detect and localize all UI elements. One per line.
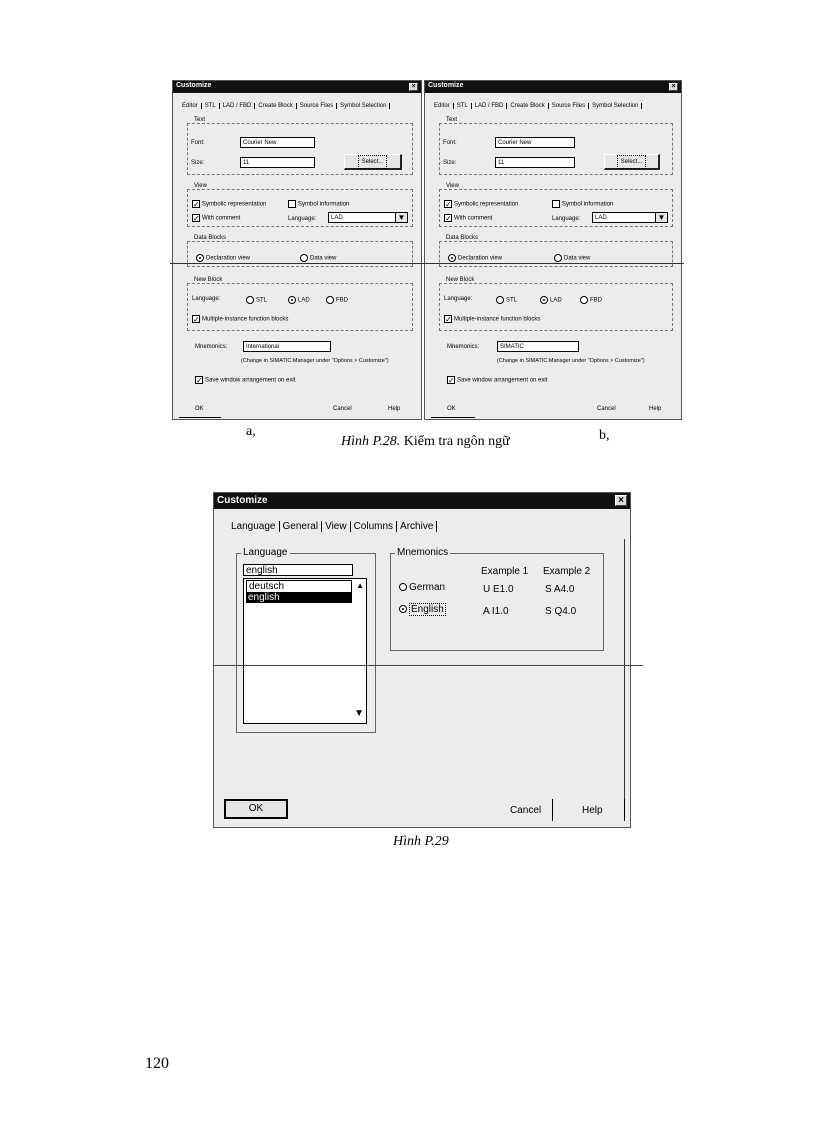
close-icon[interactable]: ×	[615, 495, 627, 506]
english-radio[interactable]: English	[399, 604, 446, 615]
radio-selected-icon	[288, 296, 296, 304]
help-button[interactable]: Help	[582, 805, 603, 816]
view-group-label: View	[446, 183, 459, 189]
symbol-information-checkbox[interactable]: Symbol information	[288, 200, 349, 208]
ok-divider	[179, 417, 221, 418]
tab-strip	[179, 103, 390, 109]
with-comment-checkbox[interactable]: ✓ With comment	[445, 214, 493, 223]
tab-source-files[interactable]: Source Files	[549, 103, 589, 109]
declaration-view-radio[interactable]: Declaration view	[196, 254, 250, 262]
data-blocks-group-label: Data Blocks	[446, 235, 479, 241]
help-button[interactable]: Help	[388, 406, 401, 412]
font-field[interactable]: Courier New	[495, 137, 575, 148]
language-combo[interactable]: LAD ▼	[592, 212, 668, 223]
page-number: 120	[145, 1055, 169, 1072]
size-label: Size:	[191, 160, 205, 166]
checkbox-empty-icon	[288, 200, 296, 208]
tab-stl[interactable]: STL	[202, 103, 220, 109]
ok-divider	[431, 417, 475, 418]
radio-selected-icon	[399, 605, 407, 613]
figure-caption-p29: Hình P.29	[393, 834, 449, 849]
text-group-label: Text	[194, 117, 206, 123]
right-edge-line	[624, 539, 625, 805]
save-window-checkbox[interactable]: ✓ Save window arrangement on exit	[448, 376, 548, 385]
title-bar	[214, 493, 630, 509]
fbd-radio[interactable]: FBD	[580, 296, 602, 304]
help-divider	[624, 799, 625, 821]
radio-selected-icon	[540, 296, 548, 304]
list-item-deutsch[interactable]: deutsch	[246, 580, 352, 593]
german-example1: U E1.0	[483, 584, 514, 595]
lad-radio[interactable]: LAD	[540, 296, 562, 304]
multiple-instance-checkbox[interactable]: ✓ Multiple-instance function blocks	[193, 315, 289, 324]
scroll-down-icon[interactable]: ▼	[354, 708, 364, 719]
view-group	[439, 183, 673, 227]
select-button[interactable]: Select...	[344, 154, 402, 170]
check-icon: ✓	[445, 214, 452, 223]
tab-create-block[interactable]: Create Block	[507, 103, 548, 109]
lad-radio[interactable]: LAD	[288, 296, 310, 304]
symbolic-representation-checkbox[interactable]: ✓ Symbolic representation	[445, 200, 519, 209]
checkbox-empty-icon	[552, 200, 560, 208]
radio-icon	[399, 583, 407, 591]
tab-columns[interactable]: Columns	[351, 521, 397, 532]
mnemonics-label: Mnemonics:	[447, 344, 480, 350]
check-icon: ✓	[193, 214, 200, 223]
newblock-language-label: Language:	[444, 296, 473, 302]
font-field[interactable]: Courier New	[240, 137, 315, 148]
cancel-button[interactable]: Cancel	[333, 406, 352, 412]
mnemonics-field[interactable]: International	[243, 341, 331, 352]
language-label: Language:	[288, 216, 317, 222]
chevron-down-icon[interactable]: ▼	[655, 213, 667, 222]
scan-line	[213, 665, 643, 666]
customize-dialog-a	[172, 80, 422, 420]
title-bar	[425, 81, 681, 93]
radio-icon	[580, 296, 588, 304]
example2-header: Example 2	[543, 566, 591, 577]
radio-icon	[496, 296, 504, 304]
english-example2: S Q4.0	[545, 606, 577, 617]
tab-create-block[interactable]: Create Block	[255, 103, 296, 109]
tab-lad-fbd[interactable]: LAD / FBD	[472, 103, 508, 109]
size-field[interactable]: 11	[240, 157, 315, 168]
english-example1: A I1.0	[483, 606, 509, 617]
tab-strip	[228, 521, 437, 532]
radio-selected-icon	[196, 254, 204, 262]
language-combo[interactable]: LAD ▼	[328, 212, 408, 223]
ok-button[interactable]: OK	[447, 406, 456, 412]
stl-radio[interactable]: STL	[246, 296, 267, 304]
example1-header: Example 1	[481, 566, 529, 577]
check-icon: ✓	[448, 376, 455, 385]
new-block-group	[187, 277, 413, 331]
language-group-label: Language	[243, 547, 288, 558]
label-b: b,	[599, 428, 610, 443]
language-input[interactable]: english	[243, 564, 353, 576]
mnemonics-label: Mnemonics:	[195, 344, 228, 350]
customize-dialog-b	[424, 80, 682, 420]
mnemonics-group-label: Mnemonics	[397, 547, 449, 558]
text-group-label: Text	[446, 117, 458, 123]
tab-lad-fbd[interactable]: LAD / FBD	[220, 103, 256, 109]
new-block-group-label: New Block	[446, 277, 475, 283]
declaration-view-radio[interactable]: Declaration view	[448, 254, 502, 262]
change-hint: (Change in SIMATIC Manager under "Options > Customize")	[497, 358, 645, 364]
new-block-group	[439, 277, 673, 331]
scan-line	[170, 263, 684, 264]
text-group	[187, 117, 413, 175]
with-comment-checkbox[interactable]: ✓ With comment	[193, 214, 241, 223]
text-group	[439, 117, 673, 175]
size-field[interactable]: 11	[495, 157, 575, 168]
check-icon: ✓	[193, 315, 200, 324]
tab-editor[interactable]: Editor	[431, 103, 454, 109]
cancel-button[interactable]: Cancel	[597, 406, 616, 412]
chevron-down-icon[interactable]: ▼	[395, 213, 407, 222]
tab-symbol-selection[interactable]: Symbol Selection	[337, 103, 390, 109]
cancel-divider	[552, 799, 553, 821]
title-bar	[173, 81, 421, 93]
check-icon: ✓	[196, 376, 203, 385]
help-button[interactable]: Help	[649, 406, 662, 412]
tab-symbol-selection[interactable]: Symbol Selection	[589, 103, 642, 109]
check-icon: ✓	[445, 200, 452, 209]
data-view-radio[interactable]: Data view	[300, 254, 336, 262]
data-blocks-group-label: Data Blocks	[194, 235, 227, 241]
font-label: Font:	[191, 140, 205, 146]
radio-icon	[300, 254, 308, 262]
dialog-title: Customize	[217, 495, 268, 506]
cancel-button[interactable]: Cancel	[510, 805, 542, 816]
tab-language[interactable]: Language	[228, 521, 280, 532]
new-block-group-label: New Block	[194, 277, 223, 283]
select-button[interactable]: Select...	[604, 154, 660, 170]
tab-editor[interactable]: Editor	[179, 103, 202, 109]
font-label: Font:	[443, 140, 457, 146]
mnemonics-field[interactable]: SIMATIC	[497, 341, 579, 352]
list-item-english[interactable]: english	[246, 592, 352, 603]
stl-radio[interactable]: STL	[496, 296, 517, 304]
radio-icon	[326, 296, 334, 304]
check-icon: ✓	[193, 200, 200, 209]
mnemonics-group	[390, 547, 604, 651]
radio-selected-icon	[448, 254, 456, 262]
symbolic-representation-checkbox[interactable]: ✓ Symbolic representation	[193, 200, 267, 209]
tab-view[interactable]: View	[322, 521, 351, 532]
figure-caption-p28: Hình P.28. Kiểm tra ngôn ngữ	[341, 434, 510, 449]
ok-button[interactable]: OK	[224, 799, 288, 819]
view-group-label: View	[194, 183, 207, 189]
multiple-instance-checkbox[interactable]: ✓ Multiple-instance function blocks	[445, 315, 541, 324]
language-label: Language:	[552, 216, 581, 222]
close-icon[interactable]: ×	[409, 83, 418, 91]
language-list[interactable]	[243, 578, 367, 724]
customize-dialog-language	[213, 492, 631, 828]
fbd-radio[interactable]: FBD	[326, 296, 348, 304]
scroll-up-icon[interactable]: ▲	[356, 581, 364, 590]
view-group	[187, 183, 413, 227]
data-view-radio[interactable]: Data view	[554, 254, 590, 262]
ok-button[interactable]: OK	[195, 406, 204, 412]
change-hint: (Change in SIMATIC Manager under "Options > Customize")	[241, 358, 389, 364]
language-group	[236, 547, 376, 733]
label-a: a,	[246, 424, 256, 439]
tab-stl[interactable]: STL	[454, 103, 472, 109]
size-label: Size:	[443, 160, 457, 166]
newblock-language-label: Language:	[192, 296, 221, 302]
dialog-title: Customize	[428, 82, 464, 89]
tab-source-files[interactable]: Source Files	[297, 103, 337, 109]
german-radio[interactable]: German	[399, 582, 445, 593]
save-window-checkbox[interactable]: ✓ Save window arrangement on exit	[196, 376, 296, 385]
german-example2: S A4.0	[545, 584, 575, 595]
tab-general[interactable]: General	[280, 521, 323, 532]
close-icon[interactable]: ×	[669, 83, 678, 91]
tab-strip	[431, 103, 642, 109]
tab-archive[interactable]: Archive	[397, 521, 437, 532]
radio-icon	[554, 254, 562, 262]
check-icon: ✓	[445, 315, 452, 324]
symbol-information-checkbox[interactable]: Symbol information	[552, 200, 613, 208]
dialog-title: Customize	[176, 82, 212, 89]
radio-icon	[246, 296, 254, 304]
